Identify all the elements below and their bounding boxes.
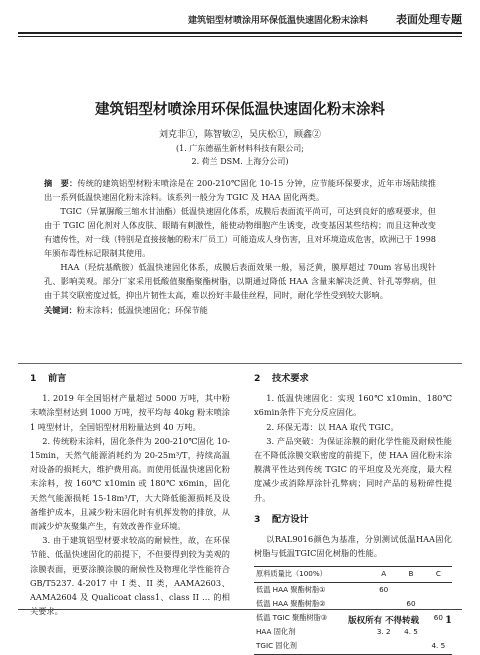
footer-rule (18, 609, 462, 610)
section-1-number: 1 (30, 373, 37, 384)
affiliation-2: 2. 荷兰 DSM. 上海分公司) (191, 157, 289, 166)
table-cell: 低温 HAA 聚酯树脂① (256, 584, 326, 594)
table-header-cell: A (370, 567, 397, 582)
abstract-paragraph-3: HAA（羟烷基酰胺）低温快速固化体系，成膜后表面效果一般，易泛黄，膜厚超过 70um 容易出现针孔、影响美观。部分厂家采用低酸值聚酯聚酯树脂，以期通过降低 HAA 含量来解决泛黄、针孔等弊病，但由于其交联密度过低，抑出片韧性太高，难以扮好丰最佳丝程，同时，耐化学性受到较大影响。 (44, 262, 436, 300)
table-header-cell: B (397, 567, 424, 582)
section-1-paragraph-1: 1. 2019 年全国铝材产量超过 5000 万吨，其中粉末喷涂型材达到 1000 万吨，按平均每 40kg 粉末喷涂 1 吨型材计，全国铝型材用粉量达到 40 万吨。 (30, 393, 230, 432)
table-header-row (254, 567, 452, 582)
table-cell: 低温 TGIC 聚酯树脂③ (256, 613, 328, 623)
table-cell: 4. 5 (425, 639, 452, 654)
page-header (18, 8, 462, 30)
left-column (30, 372, 230, 618)
table-cell: TGIC 固化剂 (254, 639, 370, 654)
section-3-paragraph-1: 以RAL9016颜色为基准，分别测试低温HAA固化树脂与低温TGIC固化树脂的性能。 (254, 534, 452, 559)
table-cell: HAA 固化剂 (256, 627, 296, 637)
keywords-label: 关键词： (44, 305, 77, 315)
table-cell: 60 (433, 613, 443, 623)
section-3-title: 配方设计 (272, 513, 309, 525)
abstract-divider (18, 363, 462, 364)
header-rule-thick (18, 32, 462, 34)
article-title: 建筑铝型材喷涂用环保低温快速固化粉末涂料 (95, 102, 385, 118)
table-row (254, 582, 452, 597)
abstract-label: 摘 要： (44, 178, 78, 188)
section-2-number: 2 (254, 373, 261, 384)
formula-table (254, 566, 452, 654)
table-cell: 低温 HAA 聚酯树脂② (256, 598, 326, 608)
abstract-paragraph-1 (44, 176, 436, 204)
table-cell: 60 (406, 598, 416, 608)
section-1-paragraph-3: 3. 由于建筑铝型材要求较高的耐候性，故，在环保节能、低温快速固化的前提下，不但要得到较为美观的涂膜表面，更要涂膜涂膜的耐候性及物理化学性能符合 GB/T5237. 4-2017 中 I 类、II 类，AAMA2603、AAMA2604 及 Qualicoat class1、class II … 的相关要求。 (30, 535, 230, 617)
table-cell: 3. 2 (376, 627, 391, 637)
table-cell (397, 639, 424, 654)
keywords (44, 303, 436, 317)
authors: 刘克非①，陈智敏②，吴庆松①，顾鑫② (158, 130, 321, 140)
section-2-heading (254, 372, 452, 386)
page-footer (18, 612, 462, 628)
table-cell (370, 639, 397, 654)
running-title: 建筑铝型材喷涂用环保低温快速固化粉末涂料 (188, 15, 369, 26)
section-1-title: 前言 (48, 373, 67, 384)
section-3-number: 3 (254, 513, 261, 525)
section-2-title: 技术要求 (272, 373, 309, 384)
copyright-notice: 版权所有 不得转载 (348, 616, 420, 626)
keywords-text: 粉末涂料；低温快速固化；环保节能 (76, 305, 208, 315)
table-cell (397, 582, 424, 597)
section-2-paragraph-3: 3. 产品突破：为保证涂膜的耐化学性能及耐候性能在不降低涂膜交联密度的前提下，使 HAA 固化粉末涂膜满平性达到传统 TGIC 的平坦度及光亮度，最大程度减少或消除厚涂针孔弊病；同时产品的易粉碎性提升。 (254, 435, 452, 503)
section-1-heading (30, 372, 230, 386)
header-rule-thin (18, 36, 462, 37)
table-header-cell: 原料质量比（100%） (254, 567, 370, 582)
page-number: 1 (445, 614, 452, 626)
abstract-paragraph-2: TGIC（异氰脲酸三缩水甘油酯）低温快速固化体系，成膜后表面流平尚可，可达到良好的感观要求，但由于 TGIC 固化剂对人体皮肤、眼睛有刺激性，能使动物细胞产生诱变，改变基因某些结构；而且这种改变有遗传性，对一线（特别是直接接触的粉末厂员工）可能造成人身伤害，且对环境造成危害，欧洲已于 1998 年颁布毒性标记限制其使用。 (44, 206, 436, 258)
section-3-heading (254, 513, 452, 527)
section-label: 表面处理专题 (396, 13, 462, 26)
abstract-text-1: 传统的建筑铝型材粉末喷涂是在 200-210℃固化 10-15 分钟，应节能环保要求，近年市场陆续推出一系列低温快速固化粉末涂料。该系列一般分为 TGIC 及 HAA 固化两类。 (44, 178, 436, 202)
table-cell (425, 582, 452, 597)
section-2-paragraph-2: 2. 环保无毒：以 HAA 取代 TGIC。 (266, 421, 399, 432)
table-cell: 4. 5 (404, 627, 418, 637)
abstract (44, 176, 436, 317)
affiliation-1: (1. 广东德福生新材料科技有限公司; (176, 144, 304, 153)
section-1-paragraph-2: 2. 传统粉末涂料，固化条件为 200-210℃固化 10-15min，天然气能源消耗约为 20-25m³/T，持续高温对设备的损耗大，维护费用高。而使用低温快速固化粉末涂料，按 160℃ x10min 或 180℃ x6min，固化天然气能源损耗 15-18m³/T，大大降低能源损耗及设备维护成本，且减少粉末固化时有机挥发物的排放，从而减少炉灰聚集产生，有效改善作业环境。 (30, 435, 230, 532)
section-2-paragraph-1: 1. 低温快速固化：实现 160℃ x10min、180℃ x6min条件下充分反应固化。 (254, 393, 452, 418)
table-row (254, 639, 452, 654)
table-cell: 60 (379, 584, 389, 594)
table-header-cell: C (425, 567, 452, 582)
